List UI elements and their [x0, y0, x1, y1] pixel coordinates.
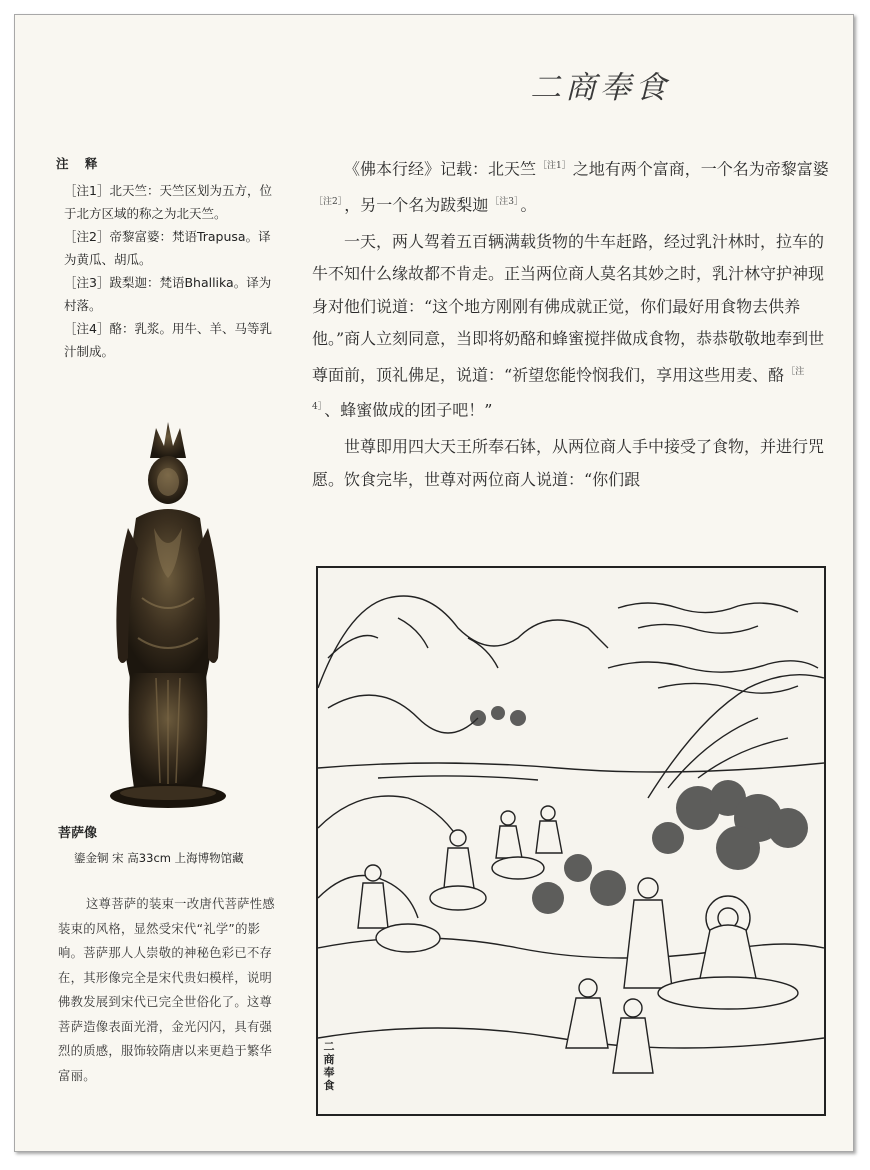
note-1: ［注1］北天竺：天竺区划为五方，位于北方区域的称之为北天竺。 [64, 183, 272, 221]
figure-caption-title: 菩萨像 [58, 826, 98, 841]
notes-section [56, 152, 278, 363]
paragraph-3: 世尊即用四大天王所奉石钵，从两位商人手中接受了食物，并进行咒愿。饮食完毕，世尊对两位商人说道：“你们跟 [312, 437, 825, 489]
figure-caption-meta: 鎏金铜 宋 高33cm 上海博物馆藏 [74, 851, 244, 865]
body-text [312, 150, 832, 500]
p1-text-c: ，另一个名为跋梨迦 [344, 195, 489, 215]
ref-note-3: ［注3］ [490, 196, 519, 207]
p1-text-a: 《佛本行经》记载：北天竺 [344, 159, 537, 179]
ref-note-1: ［注1］ [538, 161, 571, 171]
p2-text-a: 一天，两人驾着五百辆满载货物的牛车赶路，经过乳汁林时，拉车的牛不知什么缘故都不肯走。正当两位商人莫名其妙之时，乳汁林守护神现身对他们说道：“这个地方刚刚有佛成就正觉，你们最好用食物去供养他。”商人立刻同意，当即将奶酪和蜂蜜搅拌做成食物，恭恭敬敬地奉到世尊面前，顶礼佛足，说道：“祈望您能怜悯我们，享用这些用麦、酪 [312, 231, 825, 384]
paragraph-1 [312, 150, 832, 222]
notes-heading: 注 释 [56, 156, 104, 171]
woodblock-illustration [316, 566, 826, 1116]
figure-caption-body: 这尊菩萨的装束一改唐代菩萨性感装束的风格，显然受宋代“礼学”的影响。菩萨那人人崇敬的神秘色彩已不存在，其形像完全是宋代贵妇模样，说明佛教发展到宋代已完全世俗化了。这尊菩萨造像表面光滑，金光闪闪，具有强烈的质感，服饰较隋唐以来更趋于繁华富丽。 [58, 897, 275, 1083]
note-3: ［注3］跋梨迦：梵语Bhallika。译为村落。 [64, 275, 272, 313]
p1-text-d: 。 [520, 195, 537, 215]
ref-note-4: ［注4］ [312, 366, 805, 413]
p1-text-b: 之地有两个富商，一个名为帝黎富婆 [572, 159, 829, 179]
illustration-label: 二商奉食 [323, 1040, 335, 1092]
p2-text-b: 、蜂蜜做成的团子吧！” [324, 400, 493, 420]
note-4: ［注4］酪：乳浆。用牛、羊、马等乳汁制成。 [64, 321, 272, 359]
page-title: 二商奉食 [530, 70, 670, 106]
note-2: ［注2］帝黎富婆：梵语Trapusa。译为黄瓜、胡瓜。 [64, 229, 271, 267]
paragraph-2 [312, 226, 832, 428]
bodhisattva-statue-image [98, 418, 238, 816]
ref-note-2: ［注2］ [314, 196, 343, 207]
